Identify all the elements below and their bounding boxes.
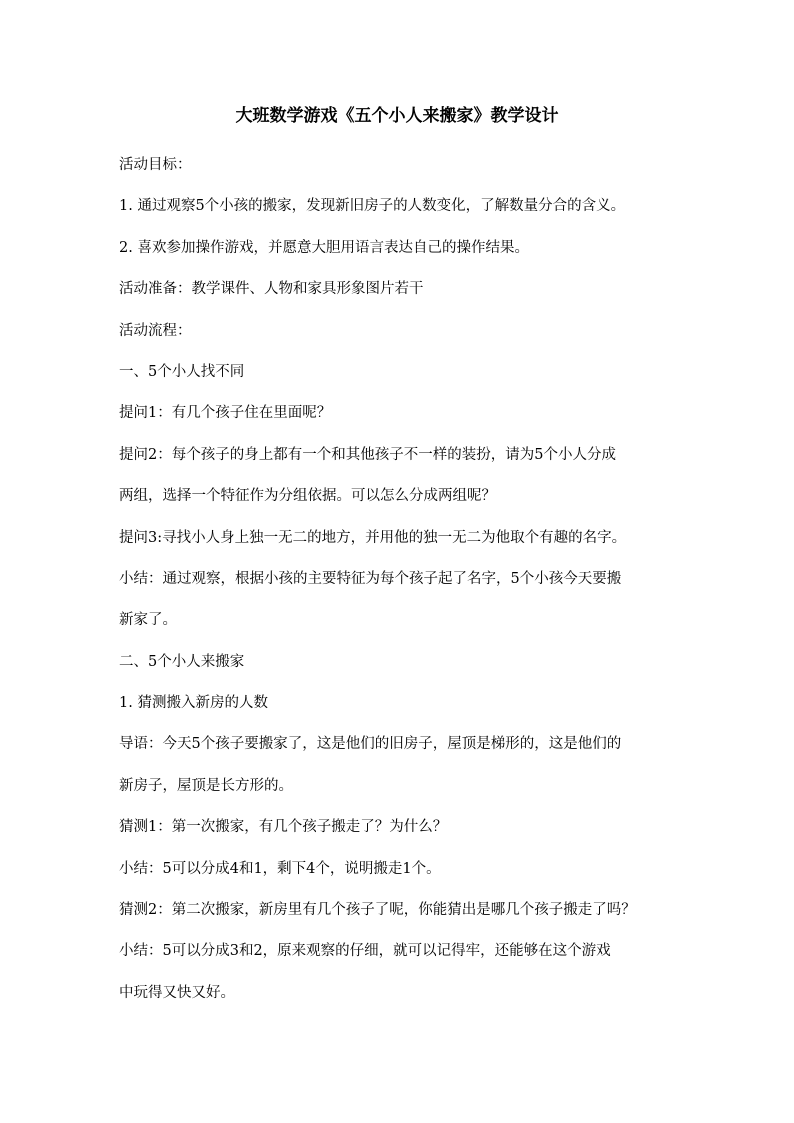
- objective-item-2: 2. 喜欢参加操作游戏，并愿意大胆用语言表达自己的操作结果。: [119, 239, 529, 256]
- document-title: 大班数学游戏《五个小人来搬家》教学设计: [235, 106, 559, 126]
- guess-1: 猜测1：第一次搬家，有几个孩子搬走了？为什么？: [119, 819, 448, 836]
- summary-3-line-2: 中玩得又快又好。: [119, 984, 235, 1001]
- intro-line-2: 新房子，屋顶是长方形的。: [119, 777, 293, 794]
- section-heading-objectives: 活动目标：: [119, 157, 192, 173]
- part-two-heading: 二、5个小人来搬家: [119, 653, 245, 670]
- intro-line-1: 导语：今天5个孩子要搬家了，这是他们的旧房子，屋顶是梯形的，这是他们的: [119, 736, 622, 753]
- objective-item-1: 1. 通过观察5个小孩的搬家，发现新旧房子的人数变化，了解数量分合的含义。: [119, 198, 626, 215]
- question-1: 提问1：有几个孩子住在里面呢？: [119, 405, 332, 422]
- section-heading-process: 活动流程：: [119, 322, 192, 339]
- document-body: [119, 145, 679, 1014]
- question-2-line-1: 提问2：每个孩子的身上都有一个和其他孩子不一样的装扮，请为5个小人分成: [119, 446, 616, 463]
- summary-1-line-2: 新家了。: [119, 612, 177, 629]
- part-one-heading: 一、5个小人找不同: [119, 363, 245, 380]
- question-2-line-2: 两组，选择一个特征作为分组依据。可以怎么分成两组呢？: [119, 488, 496, 505]
- step-1-heading: 1. 猜测搬入新房的人数: [119, 695, 268, 712]
- question-3: 提问3:寻找小人身上独一无二的地方，并用他的独一无二为他取个有趣的名字。: [119, 529, 627, 546]
- preparation-line: 活动准备：教学课件、人物和家具形象图片若干: [119, 281, 424, 298]
- summary-3-line-1: 小结：5可以分成3和2，原来观察的仔细，就可以记得牢，还能够在这个游戏: [119, 943, 611, 960]
- summary-2: 小结：5可以分成4和1，剩下4个，说明搬走1个。: [119, 860, 441, 877]
- summary-1-line-1: 小结：通过观察，根据小孩的主要特征为每个孩子起了名字，5个小孩今天要搬: [119, 570, 622, 587]
- guess-2: 猜测2：第二次搬家，新房里有几个孩子了呢，你能猜出是哪几个孩子搬走了吗？: [119, 902, 636, 919]
